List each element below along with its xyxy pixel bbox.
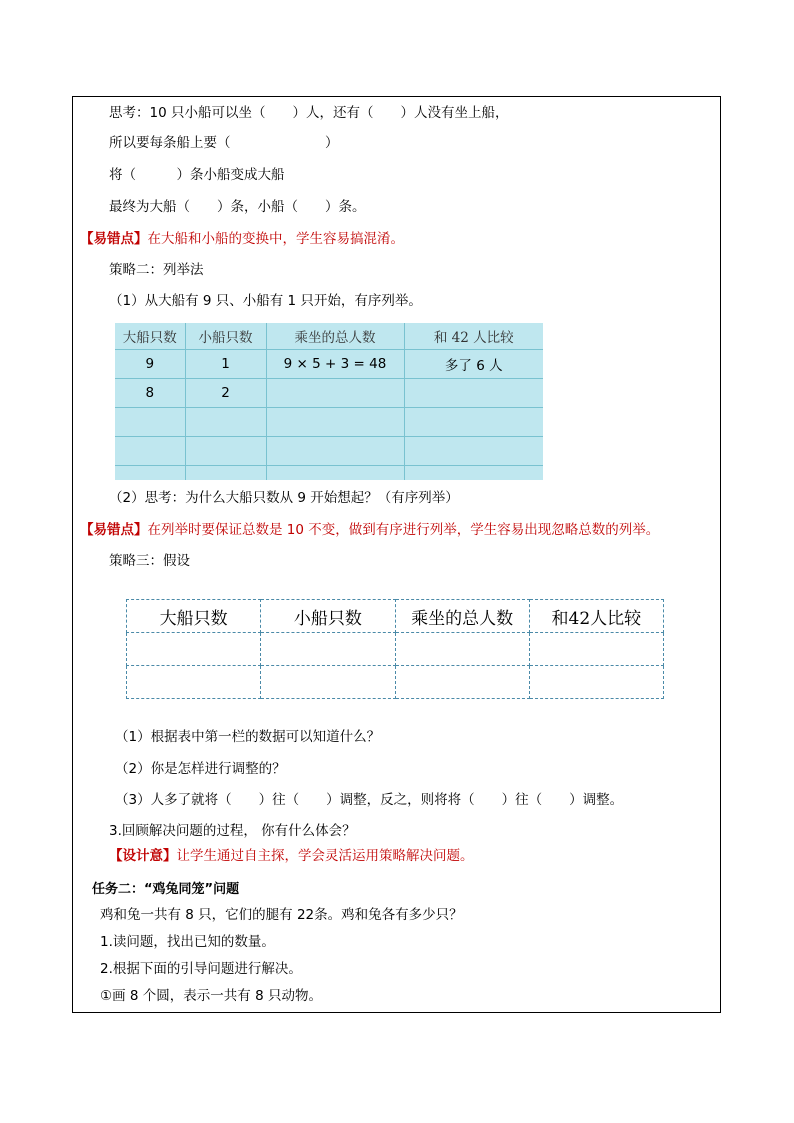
table-cell bbox=[115, 466, 185, 481]
enumeration-table bbox=[115, 323, 543, 480]
design-intent bbox=[109, 847, 474, 865]
design-text: 让学生通过自主探，学会灵活运用策略解决问题。 bbox=[176, 848, 474, 864]
table-cell bbox=[261, 666, 395, 699]
think-line-1: 思考：10 只小船可以坐（ ）人，还有（ ）人没有坐上船， bbox=[109, 105, 509, 121]
strategy-2-title: 策略二：列举法 bbox=[109, 262, 204, 278]
task-2-step-2: 2.根据下面的引导问题进行解决。 bbox=[100, 961, 302, 977]
table-cell bbox=[529, 666, 663, 699]
table-cell: 多了 6 人 bbox=[404, 350, 543, 379]
table-cell bbox=[395, 666, 529, 699]
error-point-2 bbox=[80, 521, 659, 539]
table-header: 乘坐的总人数 bbox=[395, 600, 529, 633]
table-header: 大船只数 bbox=[115, 323, 185, 350]
table-row bbox=[115, 466, 543, 481]
table-cell: 9 × 5 + 3 = 48 bbox=[266, 350, 404, 379]
table-header-row bbox=[127, 600, 664, 633]
review-question: 3.回顾解决问题的过程， 你有什么体会？ bbox=[109, 823, 356, 839]
table-cell bbox=[127, 666, 261, 699]
assumption-table bbox=[126, 599, 664, 699]
table-cell: 1 bbox=[185, 350, 266, 379]
table-header: 小船只数 bbox=[261, 600, 395, 633]
table-cell bbox=[395, 633, 529, 666]
table-cell bbox=[115, 408, 185, 437]
table-cell bbox=[266, 408, 404, 437]
table-row bbox=[127, 633, 664, 666]
table-row bbox=[115, 408, 543, 437]
task-2-step-3: ①画 8 个圆，表示一共有 8 只动物。 bbox=[100, 988, 322, 1004]
task-2-step-1: 1.读问题，找出已知的数量。 bbox=[100, 934, 275, 950]
design-tag: 【设计意】 bbox=[109, 848, 177, 864]
table-header: 和42人比较 bbox=[529, 600, 663, 633]
strategy-2-step-1: （1）从大船有 9 只、小船有 1 只开始，有序列举。 bbox=[109, 293, 422, 309]
table-cell bbox=[261, 633, 395, 666]
table-cell bbox=[185, 466, 266, 481]
table-row bbox=[115, 379, 543, 408]
table-cell bbox=[127, 633, 261, 666]
table-cell: 8 bbox=[115, 379, 185, 408]
strategy-3-title: 策略三：假设 bbox=[109, 553, 190, 569]
error-point-1 bbox=[80, 230, 404, 248]
table-header: 大船只数 bbox=[127, 600, 261, 633]
table-cell: 2 bbox=[185, 379, 266, 408]
strategy-2-step-2: （2）思考：为什么大船只数从 9 开始想起？（有序列举） bbox=[109, 490, 459, 506]
table-cell bbox=[115, 437, 185, 466]
think-line-4: 最终为大船（ ）条，小船（ ）条。 bbox=[109, 199, 366, 215]
error-tag: 【易错点】 bbox=[80, 231, 148, 247]
table-cell bbox=[529, 633, 663, 666]
error-text: 在大船和小船的变换中，学生容易搞混淆。 bbox=[147, 231, 404, 247]
table-header: 乘坐的总人数 bbox=[266, 323, 404, 350]
question-2: （2）你是怎样进行调整的？ bbox=[115, 761, 286, 777]
think-line-3: 将（ ）条小船变成大船 bbox=[109, 167, 285, 183]
table-row bbox=[115, 350, 543, 379]
table-header: 小船只数 bbox=[185, 323, 266, 350]
error-text: 在列举时要保证总数是 10 不变，做到有序进行列举，学生容易出现忽略总数的列举。 bbox=[147, 522, 660, 538]
question-3: （3）人多了就将（ ）往（ ）调整，反之，则将将（ ）往（ ）调整。 bbox=[115, 792, 624, 808]
table-row bbox=[115, 437, 543, 466]
table-cell bbox=[404, 466, 543, 481]
table-cell bbox=[185, 437, 266, 466]
table-cell bbox=[266, 437, 404, 466]
think-line-2: 所以要每条船上要（ ） bbox=[109, 135, 339, 151]
table-cell bbox=[185, 408, 266, 437]
table-header-row bbox=[115, 323, 543, 350]
question-1: （1）根据表中第一栏的数据可以知道什么？ bbox=[115, 729, 381, 745]
table-cell bbox=[404, 408, 543, 437]
table-cell bbox=[266, 379, 404, 408]
table-header: 和 42 人比较 bbox=[404, 323, 543, 350]
table-row bbox=[127, 666, 664, 699]
task-2-title: 任务二：“鸡兔同笼”问题 bbox=[92, 882, 240, 897]
table-cell bbox=[404, 379, 543, 408]
table-cell bbox=[266, 466, 404, 481]
error-tag: 【易错点】 bbox=[80, 522, 148, 538]
table-cell bbox=[404, 437, 543, 466]
table-cell: 9 bbox=[115, 350, 185, 379]
task-2-question: 鸡和兔一共有 8 只，它们的腿有 22条。鸡和兔各有多少只？ bbox=[100, 907, 463, 923]
